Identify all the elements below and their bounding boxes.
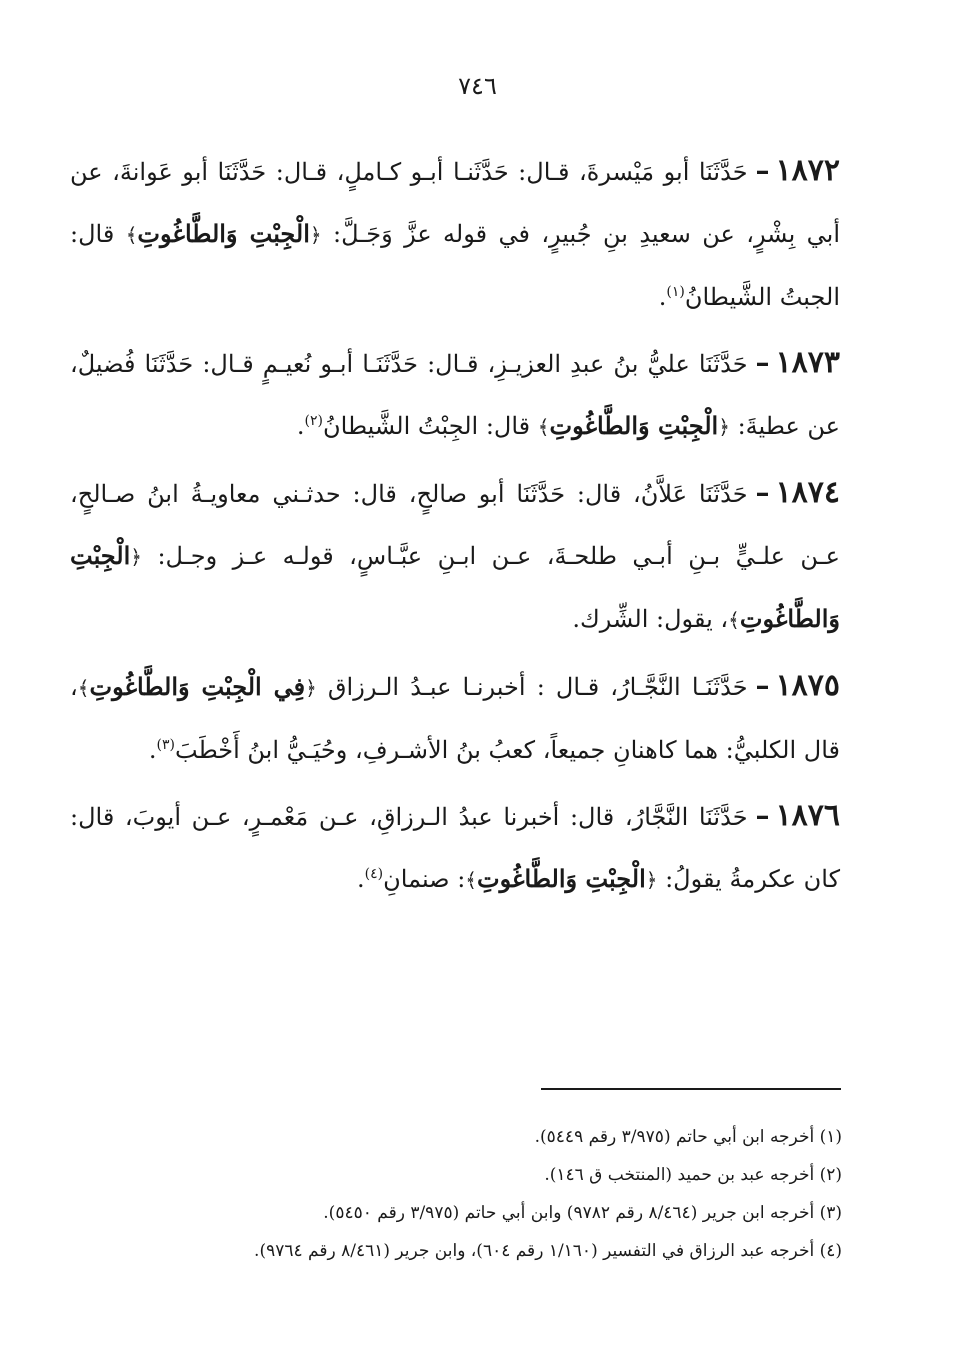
hadith-body	[70, 140, 840, 915]
hadith-text-continued: قال: الجبتُ الشَّيطانُ	[70, 220, 840, 311]
hadith-text: حَدَّثَنَا عليُّ بنُ عبدِ العزيـزِ، قـال: حَدَّثَنَـا أبـو نُعيـمٍ قـال: حَدَّثَنَا فُضيلٌ، عن عطيةَ:	[70, 350, 840, 440]
footnote: (١) أخرجه ابن أبي حاتم (٣/٩٧٥ رقم ٥٤٤٩).	[534, 1127, 842, 1147]
entry-dash: –	[755, 346, 770, 379]
hadith-text: حَدَّثَنَا النَّجَّارُ، قال: أخبرنا عبدُ الـرزاقِ، عـن مَعْمـرٍ، عـن أيوبَ، قال: كان عكرمةُ يقولُ:	[70, 803, 840, 893]
quran-close-bracket: ﴾	[77, 676, 90, 700]
footnote-ref: (١)	[666, 284, 685, 300]
quran-close-bracket: ﴾	[465, 868, 477, 892]
footnotes	[60, 1118, 842, 1270]
hadith-number: ١٨٧٤	[775, 475, 840, 510]
hadith-number: ١٨٧٥	[775, 668, 840, 703]
quran-phrase: الْجِبْتِ وَالطَّاغُوتِ	[70, 541, 840, 633]
hadith-text: حَدَّثَنَا عَلاَّنُ، قال: حَدَّثَنَا أبو صالحٍ، قال: حدثـني معاويـةُ ابنُ صـالحٍ، عـن علـيٍّ بـنِ أبـي طلحـةَ، عـن ابـنِ عبَّـاسٍ، قولـه عـز وجـل:	[70, 480, 840, 570]
entry-end: .	[296, 412, 305, 440]
entry-dash: –	[755, 669, 770, 702]
footnote: (٢) أخرجه عبد بن حميد (المنتخب ق ١٤٦).	[544, 1165, 842, 1185]
entry-end: .	[357, 865, 365, 893]
quran-open-bracket: ﴿	[130, 545, 142, 569]
footnote-ref: (٣)	[156, 737, 175, 753]
hadith-entry	[70, 332, 840, 458]
entry-end: .	[658, 283, 667, 311]
quran-open-bracket: ﴿	[718, 415, 730, 439]
quran-open-bracket: ﴿	[309, 223, 322, 247]
quran-phrase: الْجِبْتِ وَالطَّاغُوتِ	[137, 219, 310, 248]
quran-phrase: الْجِبْتِ وَالطَّاغُوتِ	[549, 411, 719, 440]
hadith-entry	[70, 655, 840, 781]
footnote-ref: (٤)	[364, 866, 384, 882]
hadith-entry	[70, 140, 840, 328]
hadith-text-continued: : صنمانِ	[383, 865, 466, 893]
quran-close-bracket: ﴾	[537, 415, 550, 439]
footnote-ref: (٢)	[304, 413, 324, 429]
footnote: (٣) أخرجه ابن جرير (٨/٤٦٤ رقم ٩٧٨٢) وابن أبي حاتم (٣/٩٧٥ رقم ٥٤٥٠).	[323, 1203, 842, 1223]
hadith-text-continued: قال: الجِبْتُ الشَّيطانُ	[323, 412, 538, 440]
hadith-entry	[70, 462, 840, 651]
hadith-text: حَدَّثَنَا أبو مَيْسرةَ، قـال: حَدَّثَنـا أبـو كـاملٍ، قـال: حَدَّثَنَا أبو عَوانةَ، عن أبي بِشْرٍ، عن سعيدِ بنِ جُبيرٍ، في قوله عزَّ وَجَـلَّ:	[70, 158, 841, 248]
footnote-divider	[541, 1088, 841, 1090]
hadith-number: ١٨٧٢	[775, 153, 840, 188]
quran-open-bracket: ﴿	[305, 676, 317, 700]
page-number: ٧٤٦	[458, 72, 497, 100]
entry-dash: –	[755, 154, 770, 187]
quran-close-bracket: ﴾	[125, 223, 138, 247]
quran-phrase: فِي الْجِبْتِ وَالطَّاغُوتِ	[89, 672, 306, 701]
hadith-text: حَدَّثَنَـا النَّجَّـارُ، قـال : أخبرنـا عبـدُ الـرزاق	[316, 673, 748, 701]
footnote: (٤) أخرجه عبد الرزاق في التفسير (١/١٦٠ رقم ٦٠٤)، وابن جرير (٨/٤٦١ رقم ٩٧٦٤).	[254, 1241, 842, 1261]
entry-end: .	[572, 605, 580, 633]
hadith-entry	[70, 785, 840, 911]
hadith-text-continued: ، قال الكلبيُّ: هما كاهنانِ جميعاً، كعبُ بنُ الأشـرفِ، وحُيَـيُّ ابنُ أَخْطَبَ	[70, 673, 840, 764]
quran-phrase: الْجِبْتِ وَالطَّاغُوتِ	[477, 864, 646, 893]
quran-open-bracket: ﴿	[645, 868, 658, 892]
hadith-number: ١٨٧٣	[775, 345, 840, 380]
entry-dash: –	[755, 799, 770, 832]
hadith-number: ١٨٧٦	[775, 798, 840, 833]
quran-close-bracket: ﴾	[728, 608, 740, 632]
entry-dash: –	[755, 476, 770, 509]
entry-end: .	[148, 736, 157, 764]
hadith-text-continued: ، يقول: الشِّرك	[579, 605, 729, 633]
